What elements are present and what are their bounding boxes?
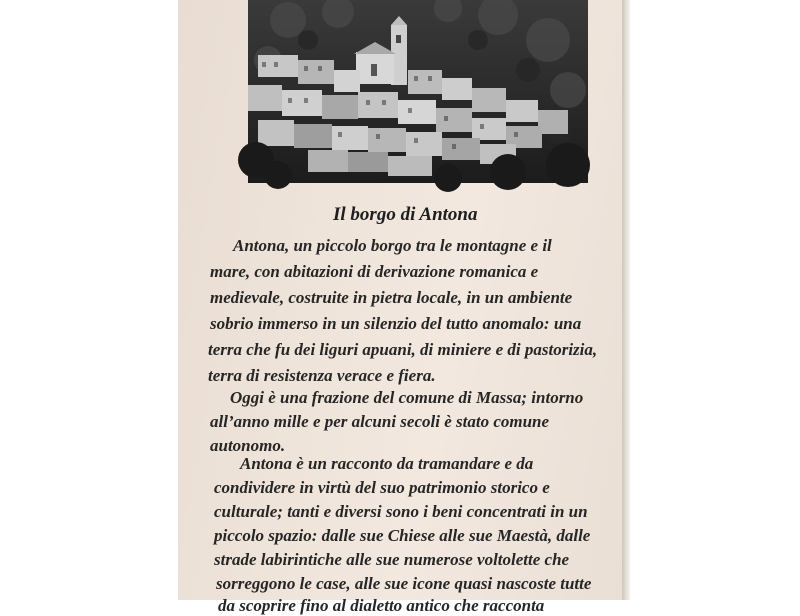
text-line: sobrio immerso in un silenzio del tutto anomalo: una xyxy=(210,314,582,333)
text-line: da scoprire fino al dialetto antico che racconta xyxy=(218,596,545,615)
text-line: condividere in virtù del suo patrimonio storico e xyxy=(214,478,550,497)
sign-edge xyxy=(622,0,630,600)
village-photo xyxy=(248,0,588,183)
information-sign xyxy=(178,0,622,615)
text-line: Antona, un piccolo borgo tra le montagne e il xyxy=(233,236,552,255)
text-line: terra che fu dei liguri apuani, di miniere e di pastorizia, xyxy=(208,340,598,359)
village-photo-illustration xyxy=(248,0,588,183)
text-line: strade labirintiche alle sue numerose voltolette che xyxy=(214,550,570,569)
text-line: Antona è un racconto da tramandare e da xyxy=(240,454,534,473)
text-line: mare, con abitazioni di derivazione romanica e xyxy=(210,262,539,281)
text-line: all’anno mille e per alcuni secoli è stato comune xyxy=(210,412,550,431)
sign-title: Il borgo di Antona xyxy=(333,204,478,225)
text-line: terra di resistenza verace e fiera. xyxy=(208,366,436,385)
text-line: culturale; tanti e diversi sono i beni concentrati in un xyxy=(214,502,588,521)
text-line: autonomo. xyxy=(210,436,286,455)
text-line: sorreggono le case, alle sue icone quasi nascoste tutte xyxy=(216,574,592,593)
text-line: medievale, costruite in pietra locale, in un ambiente xyxy=(210,288,573,307)
text-line: Oggi è una frazione del comune di Massa; intorno xyxy=(230,388,584,407)
text-line: piccolo spazio: dalle sue Chiese alle sue Maestà, dalle xyxy=(214,526,591,545)
